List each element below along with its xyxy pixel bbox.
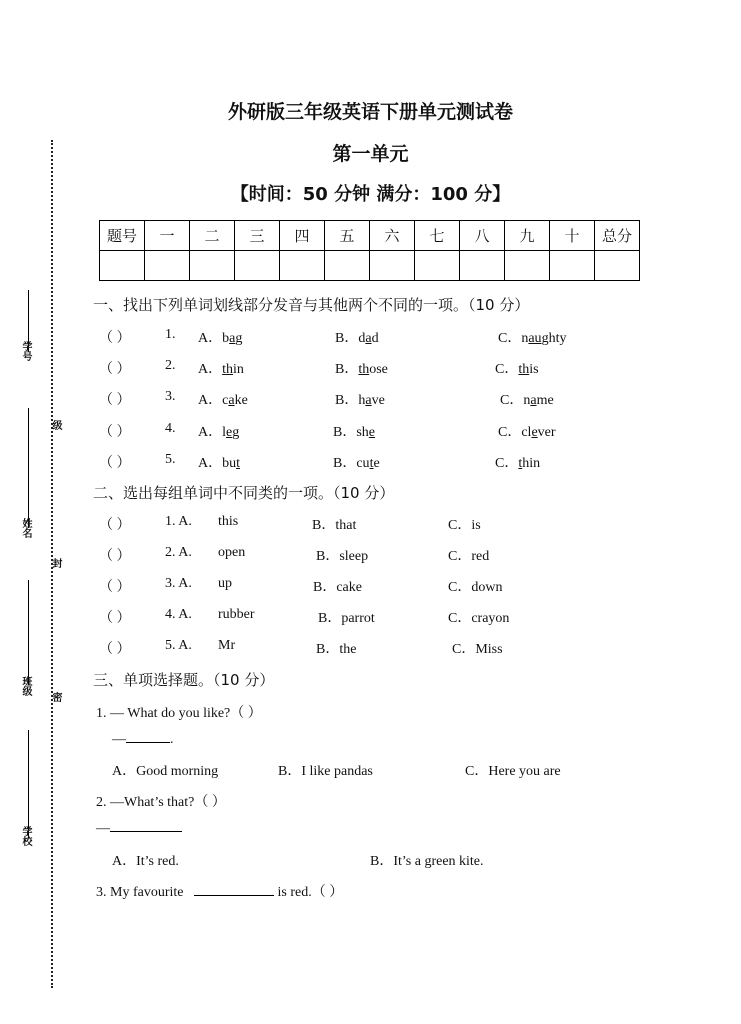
score-cell[interactable]	[145, 251, 190, 281]
score-table	[99, 220, 640, 281]
school-blank-line	[28, 730, 29, 838]
answer-paren[interactable]: （ ）	[99, 425, 131, 440]
score-header-cell: 六	[370, 221, 415, 251]
answer-paren[interactable]: （ ）	[99, 549, 131, 564]
class-blank-line	[28, 580, 29, 685]
option-a: A．but	[198, 456, 241, 471]
option-b: B．dad	[335, 331, 379, 346]
answer-paren[interactable]: （ ）	[99, 642, 131, 657]
option-b: B．that	[312, 518, 357, 533]
answer-paren[interactable]: （ ）	[99, 362, 131, 377]
option-a: A．bag	[198, 331, 243, 346]
score-cell[interactable]	[190, 251, 235, 281]
margin-label-name: 姓名	[20, 518, 31, 538]
option-c: C．red	[448, 549, 490, 564]
margin-label-seal: 封	[50, 558, 61, 568]
score-cell[interactable]	[100, 251, 145, 281]
option-a: open	[218, 545, 246, 560]
question-1-option-b: B．I like pandas	[278, 764, 373, 779]
answer-blank[interactable]	[194, 895, 274, 896]
score-header-cell: 总分	[595, 221, 640, 251]
score-cell[interactable]	[235, 251, 280, 281]
score-cell[interactable]	[550, 251, 595, 281]
score-header-cell: 题号	[100, 221, 145, 251]
section3-title: 三、单项选择题。（10 分）	[93, 671, 275, 689]
item-number: 3. A.	[165, 576, 192, 591]
answer-paren[interactable]: （ ）	[99, 518, 131, 533]
option-c: C．crayon	[448, 611, 510, 626]
option-a: up	[218, 576, 232, 591]
question-3-stem: 3. My favourite is red.（ ）	[96, 885, 344, 900]
unit-title: 第一单元	[332, 144, 409, 165]
item-number: 5. A.	[165, 638, 192, 653]
answer-paren[interactable]: （ ）	[99, 331, 131, 346]
option-a: A．thin	[198, 362, 244, 377]
name-blank-line	[28, 408, 29, 528]
answer-paren[interactable]: （ ）	[99, 580, 131, 595]
answer-paren[interactable]: （ ）	[99, 611, 131, 626]
exam-title: 外研版三年级英语下册单元测试卷	[227, 102, 513, 123]
score-header-cell: 七	[415, 221, 460, 251]
score-header-cell: 二	[190, 221, 235, 251]
margin-label-student-id: 学号	[20, 341, 31, 361]
item-number: 2. A.	[165, 545, 192, 560]
item-number: 4.	[165, 421, 176, 436]
score-cell[interactable]	[505, 251, 550, 281]
option-a: rubber	[218, 607, 255, 622]
question-1-option-c: C．Here you are	[465, 764, 561, 779]
option-c: C．this	[495, 362, 539, 377]
score-header-cell: 九	[505, 221, 550, 251]
option-b: B．she	[333, 425, 376, 440]
option-c: C．naughty	[498, 331, 567, 346]
option-b: B．have	[335, 393, 385, 408]
option-b: B．sleep	[316, 549, 369, 564]
option-a: this	[218, 514, 239, 529]
question-2-option-a: A．It’s red.	[112, 854, 179, 869]
score-header-cell: 四	[280, 221, 325, 251]
answer-paren[interactable]: （ ）	[99, 393, 131, 408]
option-b: B．cute	[333, 456, 380, 471]
answer-blank[interactable]	[126, 742, 170, 743]
score-header-cell: 五	[325, 221, 370, 251]
question-1-answer-line: — .	[112, 732, 174, 747]
score-table-value-row	[100, 251, 640, 281]
item-number: 1. A.	[165, 514, 192, 529]
score-header-cell: 一	[145, 221, 190, 251]
option-b: B．the	[316, 642, 357, 657]
option-c: C．is	[448, 518, 481, 533]
section2-title: 二、选出每组单词中不同类的一项。（10 分）	[93, 484, 395, 502]
item-number: 4. A.	[165, 607, 192, 622]
score-cell[interactable]	[370, 251, 415, 281]
margin-label-secret: 密	[50, 692, 61, 702]
question-1-stem: 1. — What do you like?（ ）	[96, 706, 262, 721]
item-number: 3.	[165, 389, 176, 404]
score-cell[interactable]	[415, 251, 460, 281]
option-c: C．Miss	[452, 642, 503, 657]
margin-label-grade-char: 级	[50, 420, 61, 430]
score-header-cell: 八	[460, 221, 505, 251]
score-cell[interactable]	[325, 251, 370, 281]
option-a: A．leg	[198, 425, 240, 440]
question-1-option-a: A．Good morning	[112, 764, 219, 779]
option-b: B．those	[335, 362, 388, 377]
option-c: C．clever	[498, 425, 556, 440]
option-b: B．cake	[313, 580, 362, 595]
score-cell[interactable]	[595, 251, 640, 281]
question-2-option-b: B．It’s a green kite.	[370, 854, 484, 869]
answer-paren[interactable]: （ ）	[99, 456, 131, 471]
option-c: C．thin	[495, 456, 541, 471]
item-number: 1.	[165, 327, 176, 342]
score-cell[interactable]	[460, 251, 505, 281]
section1-title: 一、找出下列单词划线部分发音与其他两个不同的一项。（10 分）	[93, 296, 530, 314]
exam-info: 【时间：50 分钟 满分：100 分】	[230, 184, 511, 205]
option-a: A．cake	[198, 393, 248, 408]
option-c: C．down	[448, 580, 503, 595]
answer-blank[interactable]	[110, 831, 182, 832]
score-table-header-row	[100, 221, 640, 251]
score-cell[interactable]	[280, 251, 325, 281]
option-c: C．name	[500, 393, 554, 408]
option-b: B．parrot	[318, 611, 375, 626]
item-number: 5.	[165, 452, 176, 467]
question-2-answer-line: —	[96, 821, 182, 837]
score-header-cell: 十	[550, 221, 595, 251]
margin-label-class: 班级	[20, 676, 31, 696]
item-number: 2.	[165, 358, 176, 373]
question-2-stem: 2. —What’s that?（ ）	[96, 795, 226, 810]
score-header-cell: 三	[235, 221, 280, 251]
option-a: Mr	[218, 638, 236, 653]
margin-label-school: 学校	[20, 826, 31, 846]
